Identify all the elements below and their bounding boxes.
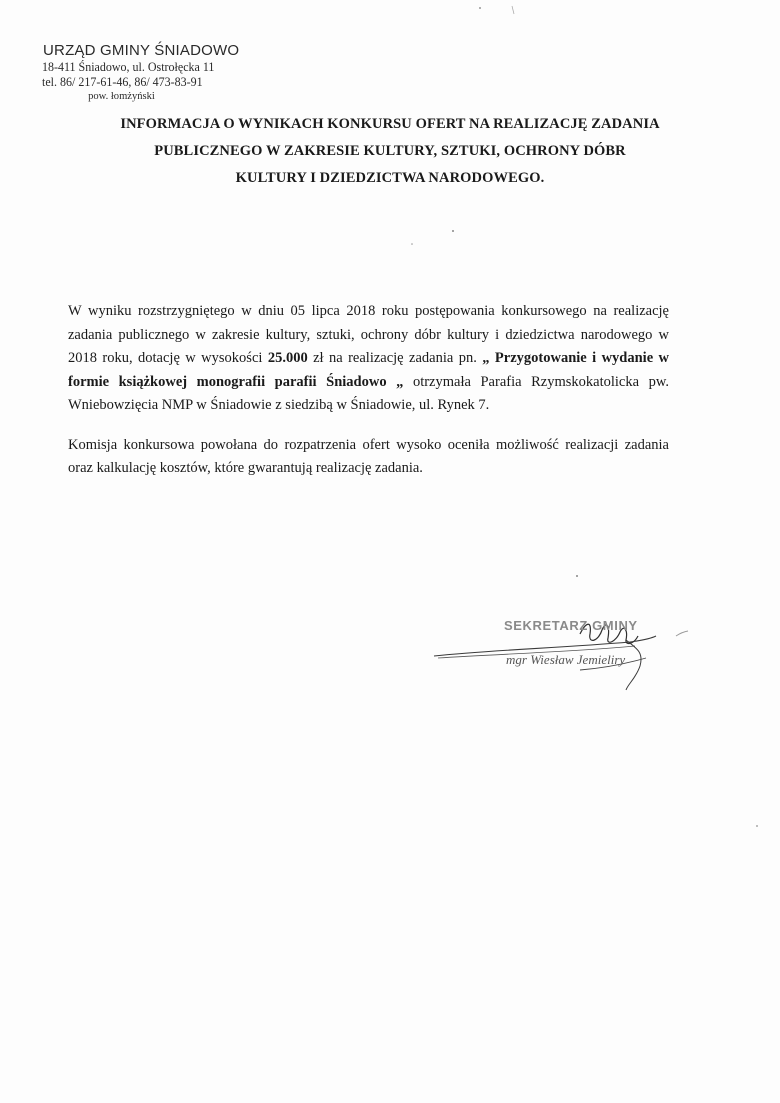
- title-line-3: KULTURY I DZIEDZICTWA NARODOWEGO.: [235, 170, 545, 186]
- grant-amount: 25.000: [267, 350, 308, 366]
- document-title: [60, 111, 720, 192]
- task-name: „ Przygotowanie i wydanie w formie książkowej monografii parafii Śniadowo „: [68, 350, 670, 390]
- paragraph-commission: Komisja konkursowa powołana do rozpatrzenia ofert wysoko oceniła możliwość realizacji zadania oraz kalkulację kosztów, które gwarantują realizację zadania.: [68, 436, 669, 476]
- title-line-1: INFORMACJA O WYNIKACH KONKURSU OFERT NA REALIZACJĘ ZADANIA: [120, 116, 660, 132]
- office-phone: tel. 86/ 217-61-46, 86/ 473-83-91: [42, 75, 203, 89]
- result-text-start: W wyniku rozstrzygniętego w dniu 05 lipca 2018 roku postępowania konkursowego na realizację zadania publicznego w zakresie kultury, sztuki, ochrony dóbr kultury i dziedzictwa narodowego w 2018 roku, dotację w wysokości: [68, 303, 669, 366]
- office-county: pow. łomżyński: [88, 90, 155, 102]
- office-name: URZĄD GMINY ŚNIADOWO: [43, 42, 240, 59]
- document-body: [68, 300, 669, 481]
- result-text-end: otrzymała Parafia Rzymskokatolicka pw. Wniebowzięcia NMP w Śniadowie z siedzibą w Śniadowie, ul. Rynek 7.: [68, 373, 669, 413]
- signature-stamp-title: SEKRETARZ GMINY: [504, 618, 638, 633]
- letterhead-stamp: [42, 42, 242, 103]
- office-address: 18-411 Śniadowo, ul. Ostrołęcka 11: [42, 60, 215, 74]
- title-line-2: PUBLICZNEGO W ZAKRESIE KULTURY, SZTUKI, OCHRONY DÓBR: [154, 143, 626, 159]
- signature-block: [430, 612, 690, 702]
- paragraph-result: [68, 300, 669, 418]
- signatory-name: mgr Wiesław Jemieliry: [506, 652, 626, 667]
- result-text-middle: zł na realizację zadania pn.: [307, 350, 483, 366]
